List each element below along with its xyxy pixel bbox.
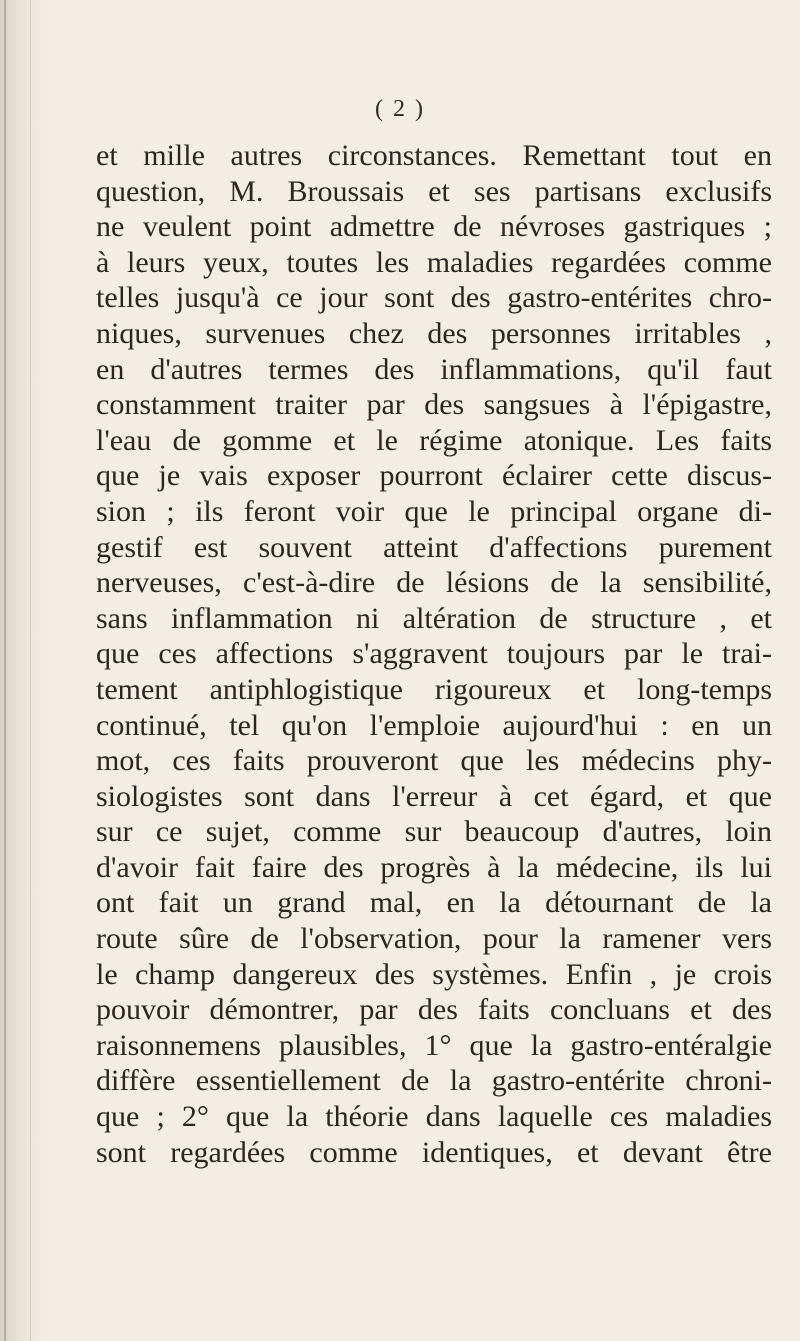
text-line-22: ont fait un grand mal, en la détournant de la [96,886,772,920]
text-line-14: sans inflammation ni altération de structure , et [96,601,772,635]
text-line-15: que ces affections s'aggravent toujours par le trai- [96,637,772,671]
text-line-29: sont regardées comme identiques, et devant être [96,1135,772,1169]
text-line-12: gestif est souvent atteint d'affections purement [96,530,772,564]
text-line-11: sion ; ils feront voir que le principal organe di- [96,494,772,528]
text-line-21: d'avoir fait faire des progrès à la médecine, ils lui [96,850,772,884]
text-line-23: route sûre de l'observation, pour la ramener vers [96,922,772,956]
text-line-20: sur ce sujet, comme sur beaucoup d'autres, loin [96,815,772,849]
text-line-18: mot, ces faits prouveront que les médecins phy- [96,744,772,778]
text-line-6: niques, survenues chez des personnes irritables , [96,316,772,350]
text-line-24: le champ dangereux des systèmes. Enfin , je crois [96,957,772,991]
text-line-10: que je vais exposer pourront éclairer cette discus- [96,459,772,493]
text-line-1: et mille autres circonstances. Remettant tout en [96,139,772,172]
page-number: ( 2 ) [375,96,425,122]
page-binding-edge [0,0,48,1341]
text-line-25: pouvoir démontrer, par des faits concluans et des [96,993,772,1027]
text-line-13: nerveuses, c'est-à-dire de lésions de la sensibilité, [96,566,772,600]
text-line-28: que ; 2° que la théorie dans laquelle ces maladies [96,1100,772,1134]
text-line-9: l'eau de gomme et le régime atonique. Les faits [96,423,772,457]
text-line-27: diffère essentiellement de la gastro-entérite chroni- [96,1064,772,1098]
text-line-19: siologistes sont dans l'erreur à cet égard, et que [96,779,772,813]
text-line-17: continué, tel qu'on l'emploie aujourd'hui : en un [96,708,772,742]
text-line-7: en d'autres termes des inflammations, qu'il faut [96,352,772,386]
text-line-3: ne veulent point admettre de névroses gastriques ; [96,210,772,244]
body-text [96,138,772,1170]
text-line-16: tement antiphlogistique rigoureux et long-temps [96,672,772,706]
text-line-26: raisonnemens plausibles, 1° que la gastro-entéralgie [96,1028,772,1062]
text-line-8: constamment traiter par des sangsues à l'épigastre, [96,388,772,422]
text-line-2: question, M. Broussais et ses partisans exclusifs [96,174,772,208]
text-line-4: à leurs yeux, toutes les maladies regardées comme [96,245,772,279]
text-line-5: telles jusqu'à ce jour sont des gastro-entérites chro- [96,281,772,315]
